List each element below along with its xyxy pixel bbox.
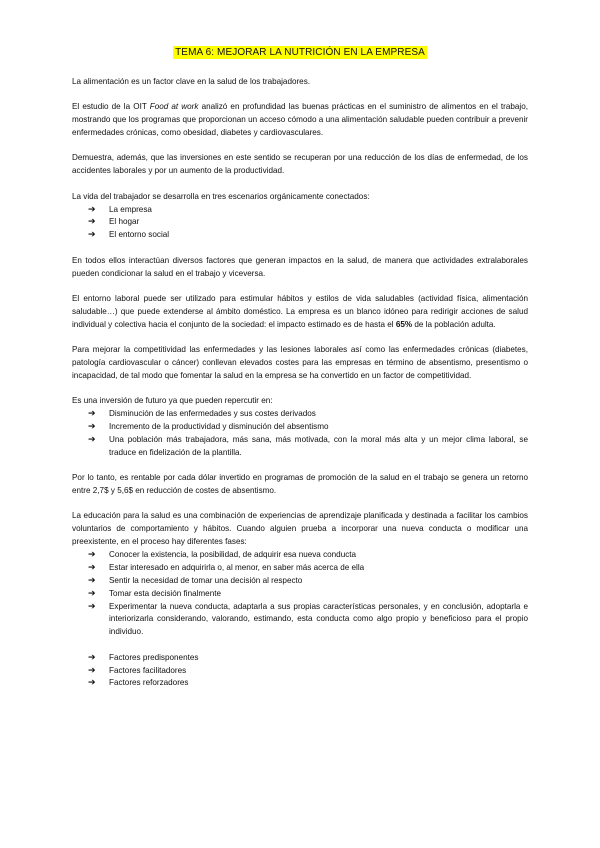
list-item: ➔ Disminución de las enfermedades y sus costes derivados xyxy=(88,408,316,419)
paragraph-investment: Demuestra, además, que las inversiones en este sentido se recuperan por una reducción de los días de enfermedad, de los accidentes laborales y por un aumento de la productividad. xyxy=(72,153,528,176)
list-item: ➔ Factores facilitadores xyxy=(88,665,187,676)
arrow-right-icon: ➔ xyxy=(88,665,96,676)
list-item: ➔ La empresa xyxy=(88,204,152,215)
arrow-right-icon: ➔ xyxy=(88,204,96,215)
arrow-right-icon: ➔ xyxy=(88,678,96,689)
spacer xyxy=(72,639,528,651)
p2-italic: Food at work xyxy=(149,102,199,112)
arrow-right-icon: ➔ xyxy=(88,562,96,573)
title-wrap xyxy=(72,42,528,60)
arrow-right-icon: ➔ xyxy=(88,434,96,445)
list-item: ➔ El entorno social xyxy=(88,230,170,241)
p2-before: El estudio de la OIT xyxy=(72,102,150,112)
list-scenarios xyxy=(72,204,528,243)
paragraph-return: Por lo tanto, es rentable por cada dólar invertido en programas de promoción de la salud en el trabajo se genera un retorno entre 2,7$ y 5,6$ en reducción de costes de absentismo. xyxy=(72,472,528,495)
paragraph-scenarios: La vida del trabajador se desarrolla en tres escenarios orgánicamente conectados: xyxy=(72,191,370,201)
list-item: ➔ Incremento de la productividad y disminución del absentismo xyxy=(88,421,329,432)
paragraph-interactions: En todos ellos interactúan diversos factores que generan impactos en la salud, de manera que actividades extralaborales pueden condicionar la salud en el trabajo y viceversa. xyxy=(72,255,528,278)
arrow-right-icon: ➔ xyxy=(88,230,96,241)
list-phases xyxy=(72,549,528,639)
list-item: ➔ Conocer la existencia, la posibilidad, de adquirir esa nueva conducta xyxy=(88,549,357,560)
list-item: ➔ Factores reforzadores xyxy=(88,678,189,689)
value-min: 2,7$ xyxy=(92,485,109,495)
paragraph-competitiveness: Para mejorar la competitividad las enfermedades y las lesiones laborales así como las enfermedades crónicas (diabetes, patología cardiovascular o cáncer) conllevan elevados costes para las empresas en término de absentismo, presentismo o incapacidad, de tal modo que fomentar la salud en la empresa se ha convertido en un factor de competitividad. xyxy=(72,344,528,380)
highlight-65: 65% xyxy=(395,319,413,329)
list-item: ➔ Estar interesado en adquirirla o, al menor, en saber más acerca de ella xyxy=(88,562,365,573)
arrow-right-icon: ➔ xyxy=(88,575,96,586)
list-item: ➔ Factores predisponentes xyxy=(88,652,199,663)
document-page xyxy=(72,42,528,690)
list-item: ➔ Experimentar la nueva conducta, adaptarla a sus propias características personales, y en conclusión, adoptarla e interiorizarla considerando, valorando, estimando, esta conducta como algo propio y beneficioso para el propio individuo. xyxy=(88,601,528,637)
value-max: 5,6$ xyxy=(117,485,134,495)
arrow-right-icon: ➔ xyxy=(88,408,96,419)
page-title: TEMA 6: MEJORAR LA NUTRICIÓN EN LA EMPRESA xyxy=(175,47,425,58)
list-factors xyxy=(72,652,528,691)
paragraph-future: Es una inversión de futuro ya que pueden repercutir en: xyxy=(72,396,273,406)
arrow-right-icon: ➔ xyxy=(88,652,96,663)
paragraph-education: La educación para la salud es una combinación de experiencias de aprendizaje planificada y destinada a facilitar los cambios voluntarios de comportamiento y hábitos. Cuando alguien prueba a incorporar una nueva conducta o modificar una preexistente, en el proceso hay diferentes fases: xyxy=(72,511,528,546)
arrow-right-icon: ➔ xyxy=(88,421,96,432)
paragraph-oit-study xyxy=(72,101,528,140)
arrow-right-icon: ➔ xyxy=(88,549,96,560)
paragraph-intro: La alimentación es un factor clave en la salud de los trabajadores. xyxy=(72,77,311,86)
arrow-right-icon: ➔ xyxy=(88,601,96,612)
list-item: ➔ El hogar xyxy=(88,217,140,228)
arrow-right-icon: ➔ xyxy=(88,588,96,599)
p2-after: analizó en profundidad las buenas prácticas en el suministro de alimentos en el trabajo, mostrando que los programas que proporcionan un acceso cómodo a una alimentación saludable pueden contribuir a prevenir enfermedades crónicas, como obesidad, diabetes y cardiovasculares. xyxy=(72,102,528,138)
arrow-right-icon: ➔ xyxy=(88,217,96,228)
paragraph-workplace: El entorno laboral puede ser utilizado para estimular hábitos y estilos de vida saludables (actividad física, alimentación saludable…) que puede extenderse al ámbito doméstico. La empresa es un blanco idóneo para redirigir acciones de salud individual y colectiva hacia el conjunto de la sociedad: el impacto estimado es de hasta el 65% de la población adulta. xyxy=(72,293,528,329)
list-item: ➔ Una población más trabajadora, más sana, más motivada, con la moral más alta y un mejor clima laboral, se traduce en fidelización de la plantilla. xyxy=(88,434,528,457)
list-benefits xyxy=(72,408,528,460)
list-item: ➔ Tomar esta decisión finalmente xyxy=(88,588,221,599)
list-item: ➔ Sentir la necesidad de tomar una decisión al respecto xyxy=(88,575,303,586)
